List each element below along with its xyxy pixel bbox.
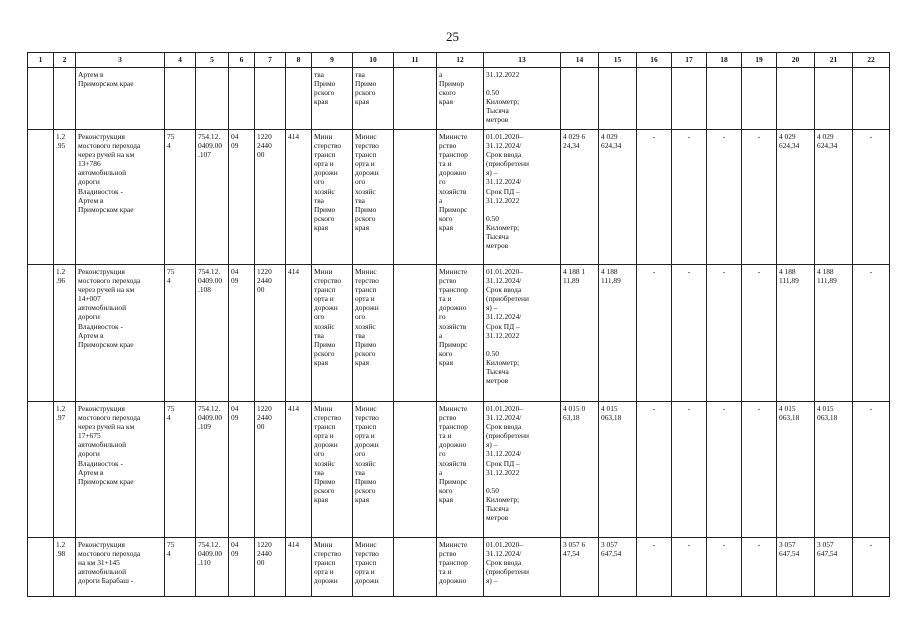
column-header-16: 16 xyxy=(637,53,672,68)
table-cell-col-1 xyxy=(28,265,54,402)
table-cell-col-2: 1.2 .95 xyxy=(54,130,76,265)
table-cell-col-13: 31.12.2022 0.50 Километр; Тысяча метров xyxy=(484,68,561,130)
table-cell-col-8: 414 xyxy=(286,130,312,265)
column-header-1: 1 xyxy=(28,53,54,68)
column-header-6: 6 xyxy=(229,53,255,68)
table-cell-col-3: Артем в Приморском крае xyxy=(76,68,165,130)
table-cell-col-8: 414 xyxy=(286,402,312,538)
table-cell-col-7 xyxy=(255,68,286,130)
column-header-19: 19 xyxy=(742,53,777,68)
table-cell-col-22: - xyxy=(853,130,890,265)
table-row xyxy=(28,130,890,265)
table-cell-col-13: 01.01.2020– 31.12.2024/ Срок ввода (приобретени я) – 31.12.2024/ Срок ПД – 31.12.2022 0.50 Километр; Тысяча метров xyxy=(484,265,561,402)
table-cell-col-1 xyxy=(28,68,54,130)
table-cell-col-8 xyxy=(286,68,312,130)
table-cell-col-18 xyxy=(707,68,742,130)
table-cell-col-7: 1220 2440 00 xyxy=(255,265,286,402)
table-cell-col-10: Минис терство трансп орта и дорожн ого хозяйс тва Примо рского края xyxy=(353,402,394,538)
column-header-8: 8 xyxy=(286,53,312,68)
table-cell-col-16 xyxy=(637,68,672,130)
table-cell-col-16: - xyxy=(637,130,672,265)
table-cell-col-4: 75 4 xyxy=(165,130,196,265)
table-cell-col-18: - xyxy=(707,130,742,265)
table-cell-col-20: 4 188 111,89 xyxy=(777,265,815,402)
table-cell-col-19 xyxy=(742,68,777,130)
table-cell-col-11 xyxy=(394,538,437,597)
table-cell-col-13: 01.01.2020– 31.12.2024/ Срок ввода (приобретени я) – xyxy=(484,538,561,597)
table-cell-col-9: Мини стерство трансп орта и дорожн ого хозяйс тва Примо рского края xyxy=(312,265,353,402)
page-number: 25 xyxy=(446,29,459,44)
table-cell-col-1 xyxy=(28,130,54,265)
column-header-12: 12 xyxy=(437,53,484,68)
table-cell-col-6: 04 09 xyxy=(229,402,255,538)
table-cell-col-20: 4 015 063,18 xyxy=(777,402,815,538)
table-cell-col-2: 1.2 .96 xyxy=(54,265,76,402)
table-cell-col-14: 3 057 6 47,54 xyxy=(561,538,599,597)
table-cell-col-10: Минис терство трансп орта и дорожн ого хозяйс тва Примо рского края xyxy=(353,130,394,265)
table-cell-col-14 xyxy=(561,68,599,130)
table-cell-col-15: 3 057 647,54 xyxy=(599,538,637,597)
table-cell-col-11 xyxy=(394,402,437,538)
table-cell-col-5: 754.12. 0409.00 .110 xyxy=(196,538,229,597)
table-cell-col-16: - xyxy=(637,538,672,597)
table-cell-col-22: - xyxy=(853,402,890,538)
table-cell-col-16: - xyxy=(637,265,672,402)
table-cell-col-21: 4 015 063,18 xyxy=(815,402,853,538)
table-cell-col-8: 414 xyxy=(286,538,312,597)
column-header-21: 21 xyxy=(815,53,853,68)
table-cell-col-5: 754.12. 0409.00 .107 xyxy=(196,130,229,265)
table-cell-col-21: 4 029 624,34 xyxy=(815,130,853,265)
table-cell-col-20 xyxy=(777,68,815,130)
table-cell-col-12: Министе рство транспор та и дорожно го хозяйств а Приморс кого края xyxy=(437,265,484,402)
column-header-15: 15 xyxy=(599,53,637,68)
column-header-4: 4 xyxy=(165,53,196,68)
table-cell-col-14: 4 188 1 11,89 xyxy=(561,265,599,402)
table-cell-col-4: 75 4 xyxy=(165,402,196,538)
table-cell-col-11 xyxy=(394,68,437,130)
column-header-9: 9 xyxy=(312,53,353,68)
column-header-20: 20 xyxy=(777,53,815,68)
column-header-18: 18 xyxy=(707,53,742,68)
table-cell-col-21: 4 188 111,89 xyxy=(815,265,853,402)
table-row xyxy=(28,402,890,538)
table-cell-col-11 xyxy=(394,130,437,265)
table-row xyxy=(28,538,890,597)
table-cell-col-2: 1.2 .98 xyxy=(54,538,76,597)
table-cell-col-4: 75 4 xyxy=(165,538,196,597)
table-cell-col-21: 3 057 647,54 xyxy=(815,538,853,597)
table-cell-col-11 xyxy=(394,265,437,402)
table-cell-col-4 xyxy=(165,68,196,130)
table-cell-col-7: 1220 2440 00 xyxy=(255,538,286,597)
table-cell-col-18: - xyxy=(707,265,742,402)
table-cell-col-9: Мини стерство трансп орта и дорожн ого хозяйс тва Примо рского края xyxy=(312,402,353,538)
table-cell-col-6 xyxy=(229,68,255,130)
table-cell-col-1 xyxy=(28,402,54,538)
column-header-17: 17 xyxy=(672,53,707,68)
table-cell-col-10: Минис терство трансп орта и дорожн xyxy=(353,538,394,597)
table-row xyxy=(28,265,890,402)
table-cell-col-17: - xyxy=(672,265,707,402)
table-cell-col-17 xyxy=(672,68,707,130)
table-cell-col-15: 4 188 111,89 xyxy=(599,265,637,402)
column-header-10: 10 xyxy=(353,53,394,68)
table-cell-col-13: 01.01.2020– 31.12.2024/ Срок ввода (приобретени я) – 31.12.2024/ Срок ПД – 31.12.2022 0.50 Километр; Тысяча метров xyxy=(484,402,561,538)
table-cell-col-15: 4 015 063,18 xyxy=(599,402,637,538)
table-cell-col-2 xyxy=(54,68,76,130)
table-cell-col-12: Министе рство транспор та и дорожно го хозяйств а Приморс кого края xyxy=(437,402,484,538)
table-cell-col-19: - xyxy=(742,538,777,597)
table-cell-col-17: - xyxy=(672,130,707,265)
table-cell-col-19: - xyxy=(742,265,777,402)
table-cell-col-12: Министе рство транспор та и дорожно xyxy=(437,538,484,597)
column-header-13: 13 xyxy=(484,53,561,68)
table-cell-col-10: тва Примо рского края xyxy=(353,68,394,130)
column-header-2: 2 xyxy=(54,53,76,68)
table-cell-col-18: - xyxy=(707,402,742,538)
table-cell-col-17: - xyxy=(672,402,707,538)
table-cell-col-14: 4 015 0 63,18 xyxy=(561,402,599,538)
column-header-14: 14 xyxy=(561,53,599,68)
table-cell-col-22: - xyxy=(853,538,890,597)
table-cell-col-16: - xyxy=(637,402,672,538)
table-cell-col-6: 04 09 xyxy=(229,265,255,402)
table-cell-col-19: - xyxy=(742,402,777,538)
column-header-7: 7 xyxy=(255,53,286,68)
column-header-22: 22 xyxy=(853,53,890,68)
table-cell-col-6: 04 09 xyxy=(229,130,255,265)
table-cell-col-3: Реконструкция мостового перехода через ручей на км 14+007 автомобильной дороги Владивосток - Артем в Приморском крае xyxy=(76,265,165,402)
table-header-row xyxy=(28,53,890,68)
column-header-11: 11 xyxy=(394,53,437,68)
table-cell-col-9: тва Примо рского края xyxy=(312,68,353,130)
table-cell-col-13: 01.01.2020– 31.12.2024/ Срок ввода (приобретени я) – 31.12.2024/ Срок ПД – 31.12.2022 0.50 Километр; Тысяча метров xyxy=(484,130,561,265)
table-cell-col-3: Реконструкция мостового перехода через ручей на км 17+675 автомобильной дороги Владивосток - Артем в Приморском крае xyxy=(76,402,165,538)
table-cell-col-17: - xyxy=(672,538,707,597)
table-cell-col-6: 04 09 xyxy=(229,538,255,597)
table-cell-col-7: 1220 2440 00 xyxy=(255,130,286,265)
column-header-5: 5 xyxy=(196,53,229,68)
table-cell-col-14: 4 029 6 24,34 xyxy=(561,130,599,265)
table-cell-col-22 xyxy=(853,68,890,130)
table-cell-col-4: 75 4 xyxy=(165,265,196,402)
table-cell-col-5: 754.12. 0409.00 .108 xyxy=(196,265,229,402)
table-cell-col-15: 4 029 624,34 xyxy=(599,130,637,265)
table-cell-col-2: 1.2 .97 xyxy=(54,402,76,538)
table-cell-col-8: 414 xyxy=(286,265,312,402)
table-cell-col-3: Реконструкция мостового перехода через ручей на км 13+786 автомобильной дороги Владивосток - Артем в Приморском крае xyxy=(76,130,165,265)
table-cell-col-21 xyxy=(815,68,853,130)
table-cell-col-1 xyxy=(28,538,54,597)
table-cell-col-9: Мини стерство трансп орта и дорожн xyxy=(312,538,353,597)
budget-table xyxy=(27,52,890,597)
table-cell-col-12: а Примор ского края xyxy=(437,68,484,130)
table-cell-col-9: Мини стерство трансп орта и дорожн ого хозяйс тва Примо рского края xyxy=(312,130,353,265)
table-cell-col-20: 4 029 624,34 xyxy=(777,130,815,265)
table-row xyxy=(28,68,890,130)
table-cell-col-5 xyxy=(196,68,229,130)
table-cell-col-20: 3 057 647,54 xyxy=(777,538,815,597)
table-cell-col-18: - xyxy=(707,538,742,597)
table-cell-col-12: Министе рство транспор та и дорожно го хозяйств а Приморс кого края xyxy=(437,130,484,265)
table-cell-col-7: 1220 2440 00 xyxy=(255,402,286,538)
table-cell-col-19: - xyxy=(742,130,777,265)
table-cell-col-5: 754.12. 0409.00 .109 xyxy=(196,402,229,538)
column-header-3: 3 xyxy=(76,53,165,68)
table-cell-col-15 xyxy=(599,68,637,130)
table-cell-col-10: Минис терство трансп орта и дорожн ого хозяйс тва Примо рского края xyxy=(353,265,394,402)
table-cell-col-3: Реконструкция мостового перехода на км 31+145 автомобильной дороги Барабаш - xyxy=(76,538,165,597)
table-cell-col-22: - xyxy=(853,265,890,402)
